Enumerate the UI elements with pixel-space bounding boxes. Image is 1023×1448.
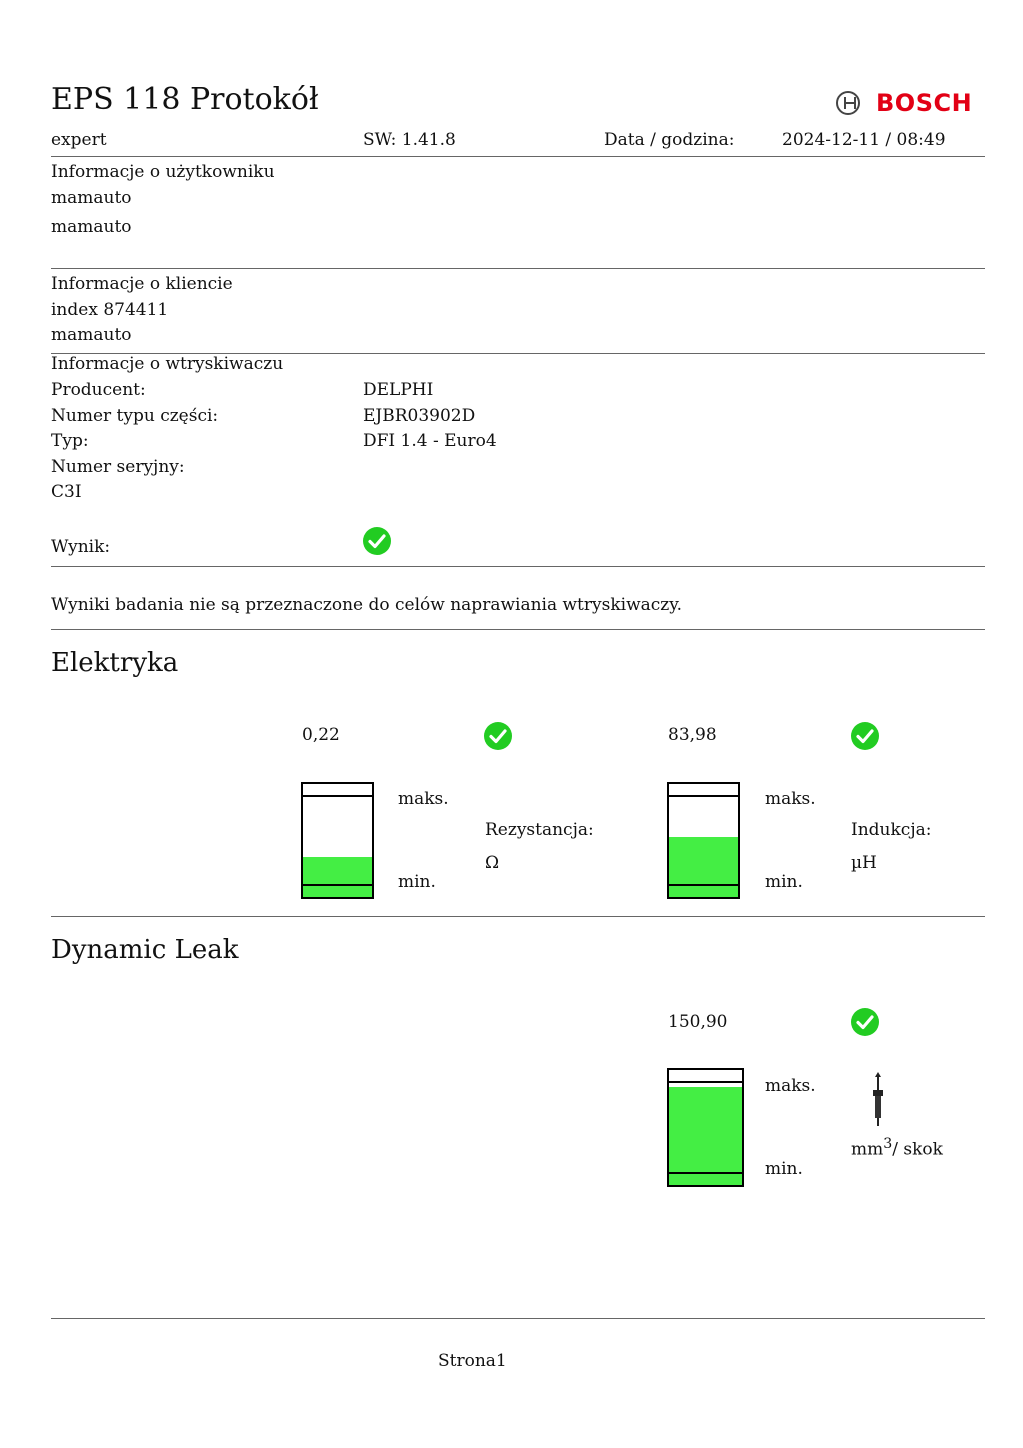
divider bbox=[51, 268, 985, 269]
gauge-min-line bbox=[669, 884, 738, 886]
resistance-pass-icon bbox=[484, 722, 512, 750]
part-number-label: Numer typu części: bbox=[51, 406, 219, 426]
dynamic-leak-pass-icon bbox=[851, 1008, 879, 1036]
dynamic-leak-max-label: maks. bbox=[765, 1076, 816, 1096]
divider bbox=[51, 629, 985, 630]
induction-unit: µH bbox=[851, 853, 877, 873]
type-label: Typ: bbox=[51, 431, 89, 451]
result-label: Wynik: bbox=[51, 537, 111, 557]
gauge-max-line bbox=[303, 795, 372, 797]
resistance-min-label: min. bbox=[398, 872, 436, 892]
induction-value: 83,98 bbox=[668, 725, 717, 745]
disclaimer-text: Wyniki badania nie są przeznaczone do celów naprawiania wtryskiwaczy. bbox=[51, 595, 682, 615]
section-heading-electric: Elektryka bbox=[51, 648, 179, 678]
gauge-max-line bbox=[669, 1081, 742, 1083]
resistance-max-label: maks. bbox=[398, 789, 449, 809]
induction-max-label: maks. bbox=[765, 789, 816, 809]
producer-value: DELPHI bbox=[363, 380, 434, 400]
induction-min-label: min. bbox=[765, 872, 803, 892]
page-title: EPS 118 Protokół bbox=[51, 82, 319, 117]
divider bbox=[51, 156, 985, 157]
induction-gauge bbox=[667, 782, 740, 899]
injector-info-heading: Informacje o wtryskiwaczu bbox=[51, 354, 284, 374]
dynamic-leak-min-label: min. bbox=[765, 1159, 803, 1179]
result-pass-icon bbox=[363, 527, 391, 555]
gauge-fill bbox=[303, 857, 372, 897]
dynamic-leak-unit bbox=[851, 1136, 943, 1160]
user-info-line: mamauto bbox=[51, 188, 132, 208]
bosch-armature-icon bbox=[836, 91, 860, 115]
client-info-line: mamauto bbox=[51, 325, 132, 345]
type-value: DFI 1.4 - Euro4 bbox=[363, 431, 497, 451]
resistance-value: 0,22 bbox=[302, 725, 340, 745]
producer-label: Producent: bbox=[51, 380, 146, 400]
gauge-fill bbox=[669, 1087, 742, 1185]
gauge-min-line bbox=[303, 884, 372, 886]
part-number-value: EJBR03902D bbox=[363, 406, 476, 426]
user-info-heading: Informacje o użytkowniku bbox=[51, 162, 275, 182]
client-info-heading: Informacje o kliencie bbox=[51, 274, 233, 294]
divider bbox=[51, 566, 985, 567]
serial-value: C3I bbox=[51, 482, 82, 502]
resistance-name: Rezystancja: bbox=[485, 820, 594, 840]
software-version: SW: 1.41.8 bbox=[363, 130, 456, 150]
resistance-unit: Ω bbox=[485, 853, 500, 873]
datetime-label: Data / godzina: bbox=[604, 130, 735, 150]
datetime-value: 2024-12-11 / 08:49 bbox=[782, 130, 946, 150]
client-info-line: index 874411 bbox=[51, 300, 169, 320]
page-number: Strona1 bbox=[438, 1351, 507, 1371]
unit-superscript: 3 bbox=[883, 1136, 893, 1152]
induction-pass-icon bbox=[851, 722, 879, 750]
unit-prefix: mm bbox=[851, 1139, 884, 1160]
resistance-gauge bbox=[301, 782, 374, 899]
unit-suffix: / skok bbox=[892, 1139, 943, 1160]
induction-name: Indukcja: bbox=[851, 820, 932, 840]
injector-icon bbox=[868, 1070, 888, 1128]
section-heading-dynamic-leak: Dynamic Leak bbox=[51, 935, 239, 965]
gauge-min-line bbox=[669, 1172, 742, 1174]
gauge-fill bbox=[669, 837, 738, 897]
dynamic-leak-value: 150,90 bbox=[668, 1012, 728, 1032]
bosch-wordmark: BOSCH bbox=[876, 89, 973, 117]
divider bbox=[51, 1318, 985, 1319]
dynamic-leak-gauge bbox=[667, 1068, 744, 1187]
gauge-max-line bbox=[669, 795, 738, 797]
mode-label: expert bbox=[51, 130, 107, 150]
serial-label: Numer seryjny: bbox=[51, 457, 185, 477]
divider bbox=[51, 916, 985, 917]
user-info-line: mamauto bbox=[51, 217, 132, 237]
